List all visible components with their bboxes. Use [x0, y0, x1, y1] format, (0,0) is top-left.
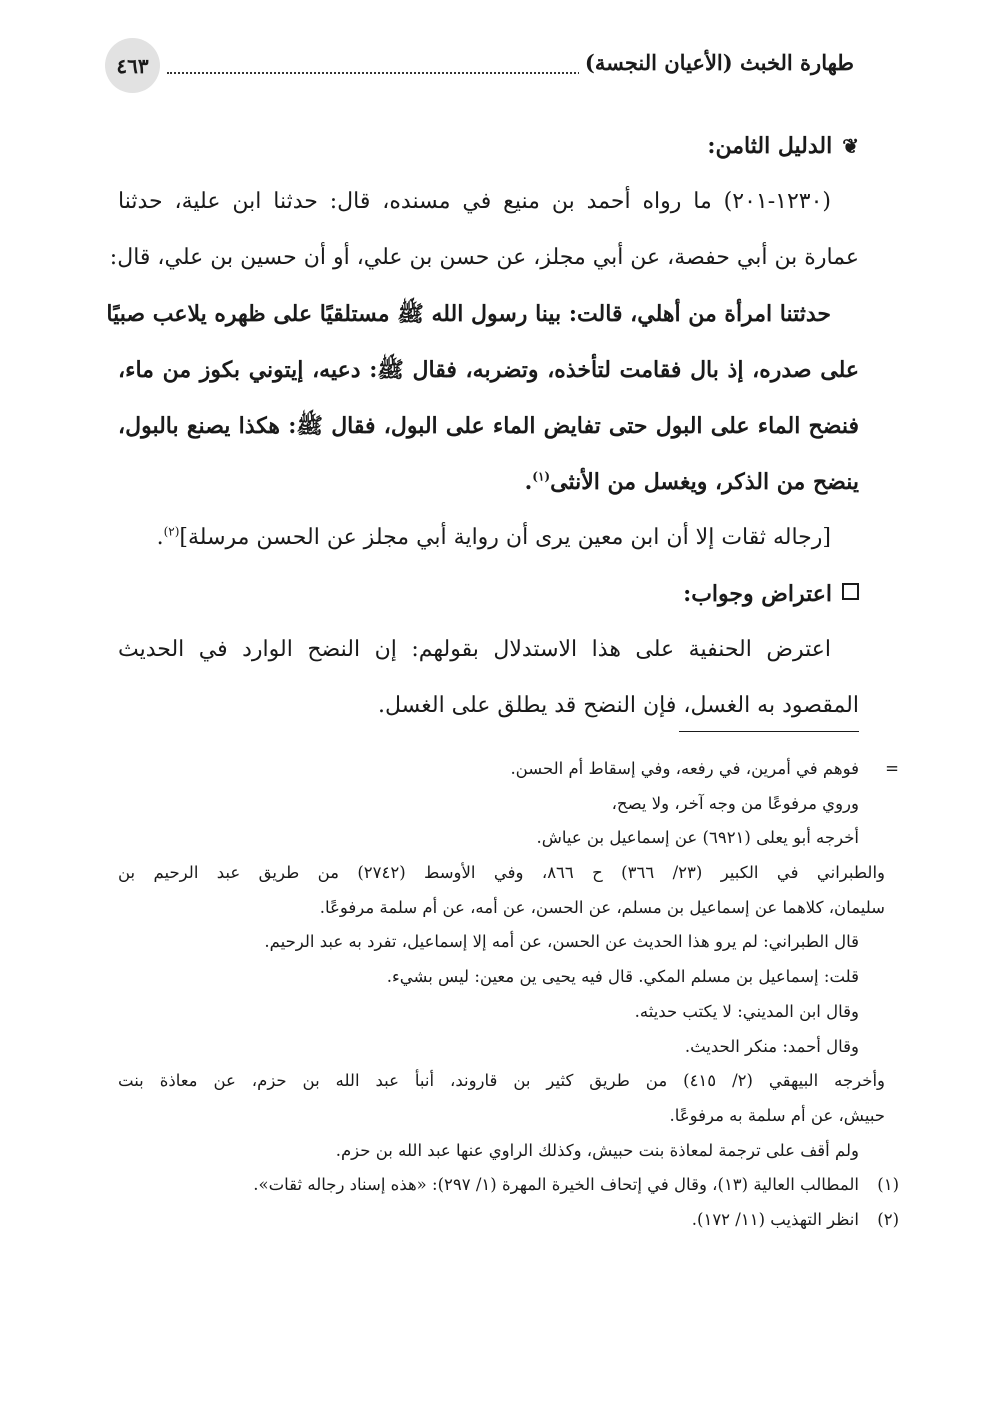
footnote-line: قلت: إسماعيل بن مسلم المكي. قال فيه يحيى ين معين: ليس بشيء.: [386, 967, 859, 987]
footnote-line: سليمان، كلاهما عن إسماعيل بن مسلم، عن الحسن، عن أمه، عن أم سلمة مرفوعًا.: [319, 897, 885, 917]
footnote-line: وقال ابن المديني: لا يكتب حديثه.: [634, 1001, 859, 1021]
main-text: [106, 118, 859, 734]
header-title: طهارة الخبث (الأعيان النجسة): [579, 50, 854, 75]
footnote-ref[interactable]: (٢): [163, 524, 180, 539]
footnote-line: حبيش، عن أم سلمة به مرفوعًا.: [669, 1105, 885, 1125]
section-heading-text: الدليل الثامن:: [707, 133, 833, 159]
header-dotted-leader: [167, 72, 604, 74]
subheading-text: اعتراض وجواب:: [683, 581, 832, 607]
footnote-line: وأخرجه البيهقي (٢/ ٤١٥) من طريق كثير بن قاروند، أنبأ عبد الله بن حزم، عن معاذة بنت: [118, 1071, 885, 1091]
square-bullet-icon: [842, 583, 859, 600]
paragraph-line: المقصود به الغسل، فإن النضح قد يطلق على الغسل.: [377, 693, 859, 718]
footnote-separator: [679, 731, 859, 732]
footnote-line: قال الطبراني: لم يرو هذا الحديث عن الحسن، عن أمه إلا إسماعيل، تفرد به عبد الرحيم.: [264, 932, 859, 952]
page-number: ٤٦٣: [116, 53, 149, 78]
page-number-badge: [105, 38, 160, 93]
hadith-line-last: [118, 454, 859, 510]
footnote-1: [118, 1168, 899, 1203]
section-heading: [118, 118, 859, 174]
hadith-line: فنضح الماء على البول حتى تفايض الماء على البول، فقال ﷺ: هكذا يصنع بالبول،: [118, 413, 859, 439]
footnote-text: المطالب العالية (١٣)، وقال في إتحاف الخيرة المهرة (١/ ٢٩٧): «هذه إسناد رجاله ثقات».: [253, 1175, 859, 1195]
footnote-line: ولم أقف على ترجمة لمعاذة بنت حبيش، وكذلك الراوي عنها عبد الله بن حزم.: [335, 1140, 859, 1160]
hadith-line: على صدره، إذ بال فقامت لتأخذه، وتضربه، فقال ﷺ: دعيه، إيتوني بكوز من ماء،: [118, 357, 859, 383]
continuation-mark: =: [885, 759, 899, 778]
footnote-line: [118, 752, 899, 787]
grading-line: [118, 510, 859, 566]
footnote-line: وقال أحمد: منكر الحديث.: [684, 1036, 859, 1056]
paragraph-line: اعترض الحنفية على هذا الاستدلال بقولهم: إن النضح الوارد في الحديث: [118, 637, 831, 662]
subheading: [118, 566, 859, 622]
footnote-text: فوهم في أمرين، في رفعه، وفي إسقاط أم الحسن.: [510, 759, 859, 778]
footnotes: [118, 752, 899, 1238]
footnote-ref[interactable]: (١): [532, 469, 551, 484]
period: .: [156, 525, 164, 550]
footnote-line: والطبراني في الكبير (٢٣/ ٣٦٦) ح ٨٦٦، وفي الأوسط (٢٧٤٢) من طريق عبد الرحيم بن: [118, 863, 885, 883]
footnote-line: وروي مرفوعًا من وجه آخر، ولا يصح،: [611, 793, 859, 813]
footnote-line: أخرجه أبو يعلى (٦٩٢١) عن إسماعيل بن عياش.: [536, 828, 859, 848]
paragraph-line: عمارة بن أبي حفصة، عن أبي مجلز، عن حسن بن علي، أو أن حسين بن علي، قال:: [109, 245, 859, 270]
running-header: [105, 38, 854, 98]
grading-text: [رجاله ثقات إلا أن ابن معين يرى أن رواية أبي مجلز عن الحسن مرسلة]: [179, 525, 831, 550]
footnote-number: (١): [877, 1175, 899, 1195]
period: .: [524, 469, 533, 495]
footnote-2: [118, 1203, 899, 1238]
hadith-line: حدثتنا امرأة من أهلي، قالت: بينا رسول الله ﷺ مستلقيًا على ظهره يلاعب صبيًا: [106, 301, 831, 327]
hadith-text: ينضح من الذكر، ويغسل من الأنثى: [550, 469, 859, 495]
paragraph-line: (١٢٣٠-٢٠١) ما رواه أحمد بن منيع في مسنده، قال: حدثنا ابن علية، حدثنا: [118, 189, 831, 214]
footnote-text: انظر التهذيب (١١/ ١٧٢).: [691, 1209, 859, 1229]
footnote-number: (٢): [877, 1209, 899, 1229]
leaf-ornament-icon: ❦: [842, 134, 859, 158]
